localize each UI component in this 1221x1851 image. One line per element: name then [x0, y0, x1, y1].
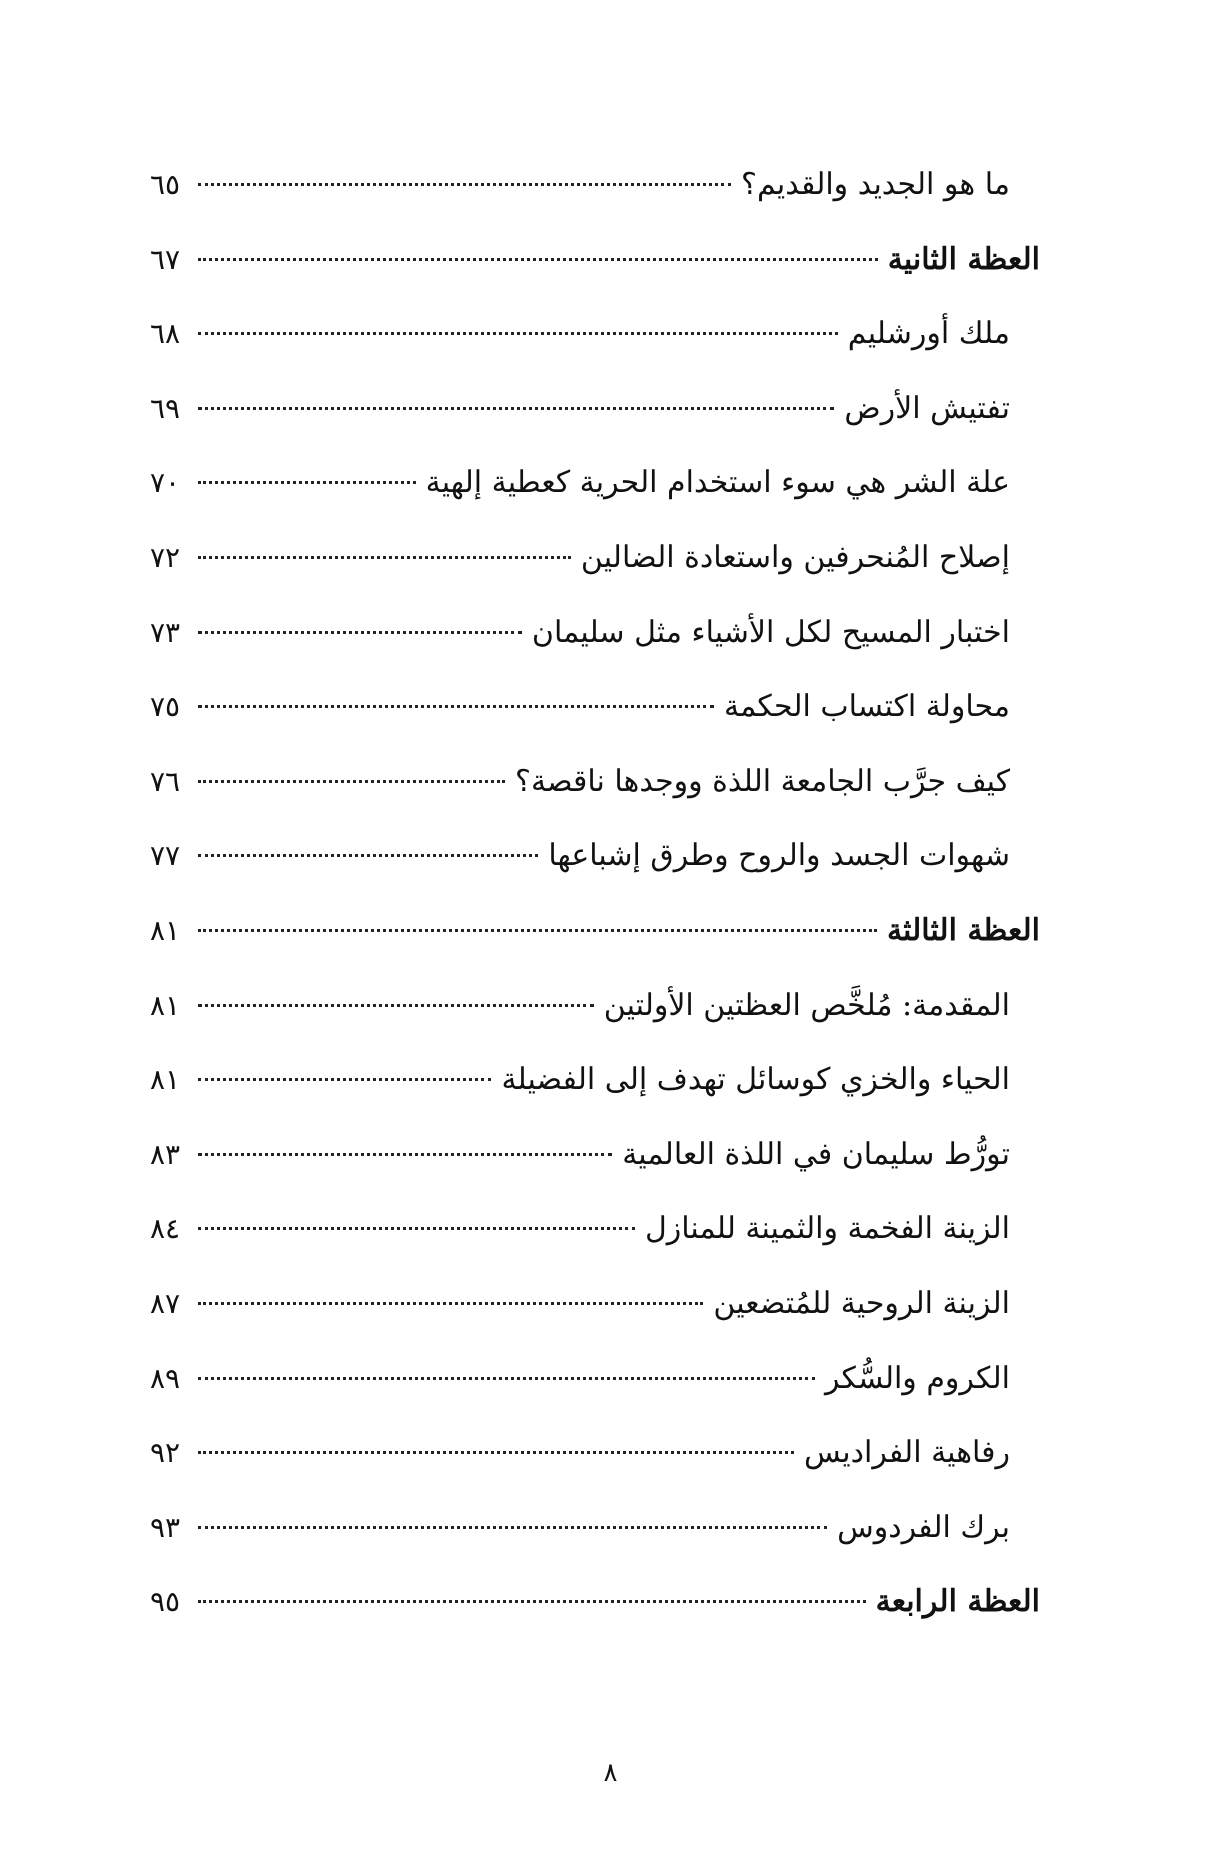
toc-entry-page: ٩٣	[150, 1510, 181, 1544]
toc-entry-title: الزينة الروحية للمُتضعين	[713, 1285, 1010, 1321]
toc-entry-page: ٧٥	[150, 690, 181, 724]
toc-entry-page: ٧٣	[150, 615, 181, 649]
toc-entry-page: ٨٧	[150, 1286, 181, 1320]
toc-entry	[150, 1055, 1040, 1105]
toc-entry-title: اختبار المسيح لكل الأشياء مثل سليمان	[531, 614, 1010, 650]
toc-entry-page: ٨١	[150, 1063, 181, 1097]
toc-entry-page: ٧٢	[150, 540, 181, 574]
toc-entry-title: الحياء والخزي كوسائل تهدف إلى الفضيلة	[501, 1062, 1010, 1098]
dot-leader	[198, 705, 714, 708]
toc-entry-page: ٩٥	[150, 1585, 181, 1619]
toc-entry-title: برك الفردوس	[837, 1509, 1010, 1545]
dot-leader	[198, 1377, 815, 1380]
toc-entry-title: إصلاح المُنحرفين واستعادة الضالين	[580, 539, 1010, 575]
toc-entry-page: ٦٨	[150, 317, 181, 351]
dot-leader	[198, 1302, 703, 1305]
toc-entry	[150, 682, 1040, 732]
toc-entry	[150, 235, 1040, 285]
dot-leader	[198, 1004, 594, 1007]
toc-entry-title: العظة الرابعة	[875, 1584, 1040, 1620]
toc-entry-title: ملك أورشليم	[847, 316, 1010, 352]
toc-entry-title: العظة الثالثة	[886, 912, 1040, 948]
dot-leader	[198, 556, 571, 559]
toc-entry	[150, 608, 1040, 658]
toc-entry-title: علة الشر هي سوء استخدام الحرية كعطية إلهية	[425, 465, 1010, 501]
toc-entry-title: الزينة الفخمة والثمينة للمنازل	[644, 1211, 1010, 1247]
dot-leader	[198, 1600, 866, 1603]
dot-leader	[198, 1153, 612, 1156]
toc-entry-title: كيف جرَّب الجامعة اللذة ووجدها ناقصة؟	[515, 763, 1010, 799]
dot-leader	[198, 258, 878, 261]
toc-entry	[150, 1503, 1040, 1553]
toc-entry	[150, 384, 1040, 434]
toc-entry-title: العظة الثانية	[887, 241, 1040, 277]
toc-entry	[150, 831, 1040, 881]
dot-leader	[198, 780, 505, 783]
dot-leader	[198, 481, 416, 484]
toc-entry-page: ٨٩	[150, 1361, 181, 1395]
toc-entry-title: رفاهية الفراديس	[804, 1435, 1010, 1471]
toc-entry-title: شهوات الجسد والروح وطرق إشباعها	[548, 838, 1010, 874]
toc-entry-page: ٩٢	[150, 1436, 181, 1470]
toc-entry-title: تورُّط سليمان في اللذة العالمية	[622, 1136, 1010, 1172]
toc-entry	[150, 906, 1040, 956]
toc-entry	[150, 160, 1040, 210]
dot-leader	[198, 631, 522, 634]
dot-leader	[198, 183, 731, 186]
dot-leader	[198, 1078, 491, 1081]
toc-entry-title: المقدمة: مُلخَّص العظتين الأولتين	[603, 987, 1010, 1023]
toc-entry-title: محاولة اكتساب الحكمة	[723, 689, 1010, 725]
toc-entry	[150, 1354, 1040, 1404]
dot-leader	[198, 332, 838, 335]
toc-entry	[150, 1130, 1040, 1180]
toc-entry-title: ما هو الجديد والقديم؟	[741, 167, 1010, 202]
dot-leader	[198, 854, 538, 857]
dot-leader	[198, 407, 834, 410]
toc-entry-page: ٧٧	[150, 839, 181, 873]
dot-leader	[198, 929, 877, 932]
toc-entry	[150, 458, 1040, 508]
toc-entry-page: ٨١	[150, 988, 181, 1022]
toc-entry	[150, 533, 1040, 583]
toc-entry-page: ٦٩	[150, 391, 181, 425]
dot-leader	[198, 1227, 635, 1230]
toc-entry-page: ٧٦	[150, 764, 181, 798]
page-number: ٨	[603, 1758, 618, 1788]
table-of-contents	[150, 160, 1040, 1652]
toc-entry-page: ٨١	[150, 913, 181, 947]
dot-leader	[198, 1526, 827, 1529]
toc-entry-title: تفتيش الأرض	[844, 390, 1010, 426]
toc-entry	[150, 757, 1040, 807]
dot-leader	[198, 1451, 794, 1454]
toc-entry	[150, 981, 1040, 1031]
toc-entry	[150, 1279, 1040, 1329]
toc-entry-page: ٦٥	[150, 168, 181, 201]
toc-entry-page: ٦٧	[150, 242, 181, 276]
toc-entry	[150, 1428, 1040, 1478]
toc-entry	[150, 309, 1040, 359]
toc-entry	[150, 1204, 1040, 1254]
toc-entry-page: ٨٤	[150, 1212, 181, 1246]
toc-entry-title: الكروم والسُّكر	[824, 1360, 1010, 1396]
toc-entry-page: ٨٣	[150, 1137, 181, 1171]
toc-entry	[150, 1577, 1040, 1627]
toc-entry-page: ٧٠	[150, 466, 181, 500]
